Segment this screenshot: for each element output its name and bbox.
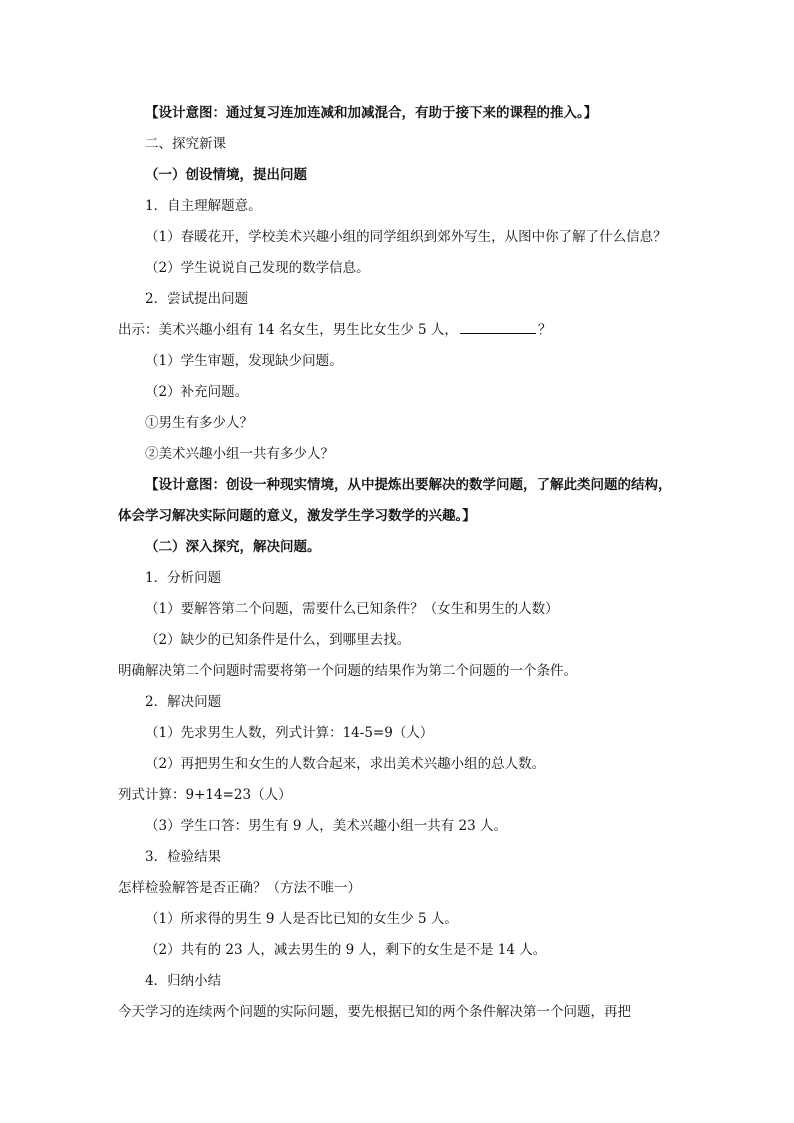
- check-question: 怎样检验解答是否正确？（方法不唯一）: [118, 880, 361, 896]
- solve-item-2: （2）再把男生和女生的人数合起来，求出美术兴趣小组的总人数。: [145, 756, 546, 772]
- analyze-item-1: （1）要解答第二个问题，需要什么已知条件？（女生和男生的人数）: [145, 601, 559, 617]
- solve-item-3: （3）学生口答：男生有 9 人，美术兴趣小组一共有 23 人。: [145, 818, 508, 834]
- section-heading-explore: 二、探究新课: [145, 136, 226, 152]
- problem-statement: [118, 315, 678, 346]
- step-1-heading: 1．自主理解题意。: [145, 198, 262, 214]
- subsection-heading-explore: （二）深入探究，解决问题。: [145, 539, 321, 555]
- design-intent-review: 【设计意图：通过复习连加连减和加减混合，有助于接下来的课程的推入。】: [145, 105, 598, 121]
- check-heading: 3．检验结果: [145, 849, 222, 865]
- problem-statement-end: ？: [537, 322, 552, 338]
- step-2-item-2: （2）补充问题。: [145, 384, 249, 400]
- question-1: ①男生有多少人？: [145, 415, 253, 431]
- check-item-2: （2）共有的 23 人，减去男生的 9 人，剩下的女生是不是 14 人。: [145, 942, 547, 958]
- analyze-heading: 1．分析问题: [145, 570, 222, 586]
- design-intent-situation: 【设计意图：创设一种现实情境，从中提炼出要解决的数学问题，了解此类问题的结构，体会学习解决实际问题的意义，激发学生学习数学的兴趣。】: [118, 477, 672, 524]
- solve-calculation: 列式计算：9+14=23（人）: [118, 787, 292, 803]
- summary-heading: 4．归纳小结: [145, 973, 222, 989]
- check-item-1: （1）所求得的男生 9 人是否比已知的女生少 5 人。: [145, 911, 458, 927]
- problem-statement-text: 出示：美术兴趣小组有 14 名女生，男生比女生少 5 人，: [118, 322, 458, 338]
- subsection-heading-situation: （一）创设情境，提出问题: [145, 167, 307, 183]
- step-2-heading: 2．尝试提出问题: [145, 291, 249, 307]
- analyze-item-2: （2）缺少的已知条件是什么，到哪里去找。: [145, 632, 411, 648]
- step-2-item-1: （1）学生审题，发现缺少问题。: [145, 353, 343, 369]
- step-1-item-1: （1）春暖花开，学校美术兴趣小组的同学组织到郊外写生，从图中你了解了什么信息？: [145, 229, 667, 245]
- answer-blank: [460, 319, 536, 334]
- step-1-item-2: （2）学生说说自己发现的数学信息。: [145, 260, 370, 276]
- document-body: [118, 98, 678, 1028]
- question-2: ②美术兴趣小组一共有多少人？: [145, 446, 334, 462]
- solve-item-1: （1）先求男生人数，列式计算：14-5=9（人）: [145, 725, 434, 741]
- analyze-conclusion: 明确解决第二个问题时需要将第一个问题的结果作为第二个问题的一个条件。: [118, 663, 577, 679]
- summary-text: 今天学习的连续两个问题的实际问题，要先根据已知的两个条件解决第一个问题，再把: [118, 1004, 631, 1020]
- solve-heading: 2．解决问题: [145, 694, 222, 710]
